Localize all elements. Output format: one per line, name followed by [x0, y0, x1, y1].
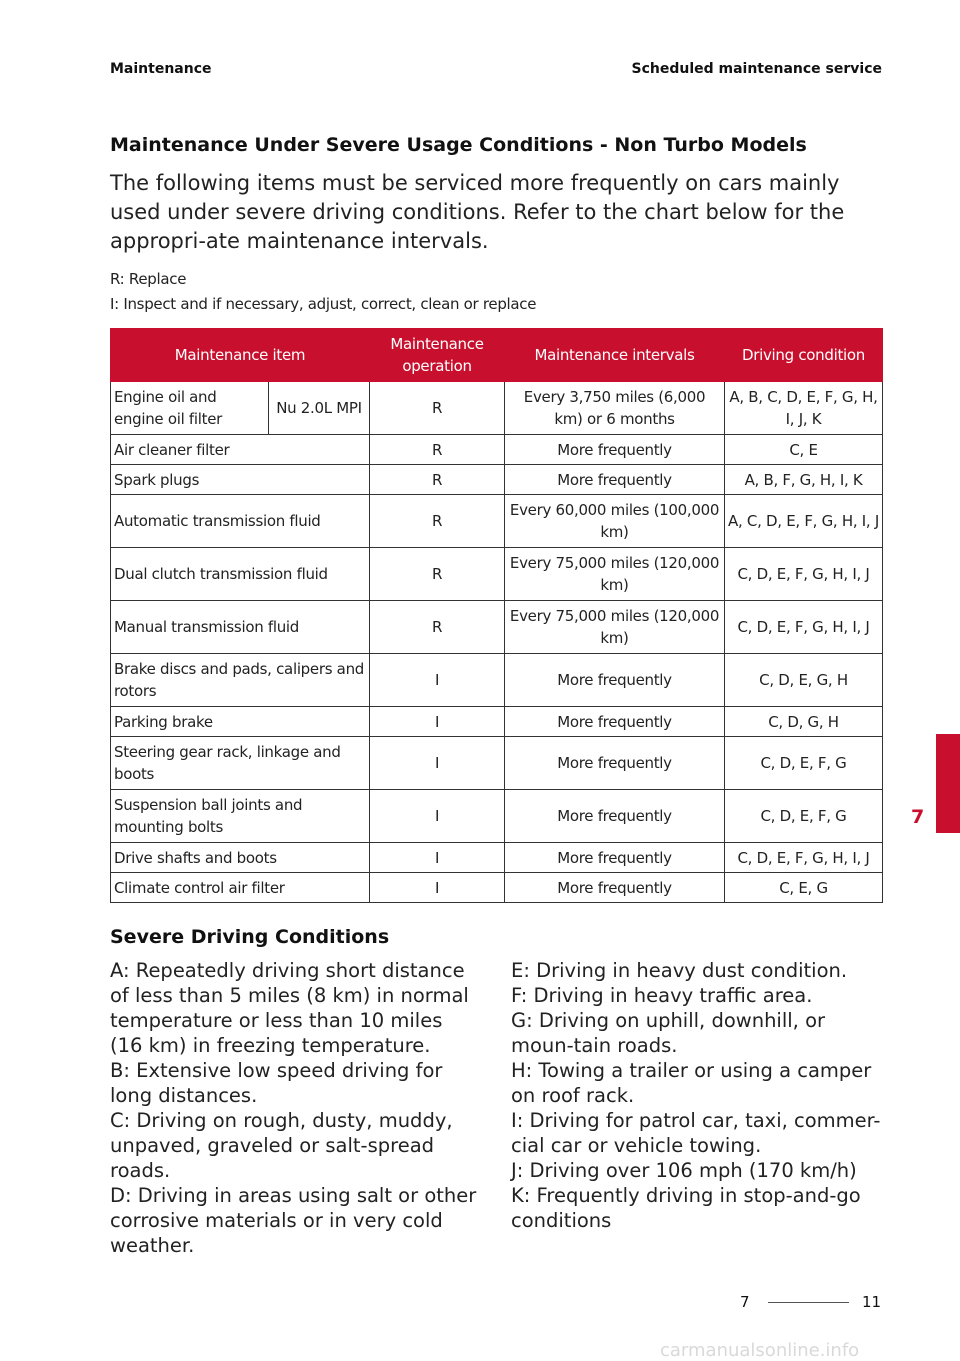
cell-conditions: C, E, G: [725, 873, 883, 903]
cell-item: Climate control air filter: [111, 873, 370, 903]
cell-interval: More frequently: [505, 435, 725, 465]
condition-item: E: Driving in heavy dust condition.: [511, 959, 848, 982]
table-row: [111, 654, 883, 707]
legend-replace: R: Replace: [110, 270, 187, 288]
condition-item: B: Extensive low speed driving for long distances.: [110, 1059, 443, 1107]
table-row: [111, 790, 883, 843]
cell-conditions: C, D, E, G, H: [725, 654, 883, 707]
col-header-operation: Maintenance operation: [370, 329, 505, 382]
condition-item: G: Driving on uphill, downhill, or moun-tain roads.: [511, 1009, 826, 1057]
conditions-left-column: [110, 958, 480, 1258]
cell-item: Parking brake: [111, 707, 370, 737]
cell-operation: I: [370, 790, 505, 843]
condition-item: J: Driving over 106 mph (170 km/h): [511, 1159, 857, 1182]
cell-item: Spark plugs: [111, 465, 370, 495]
cell-interval: More frequently: [505, 873, 725, 903]
cell-interval: More frequently: [505, 707, 725, 737]
intro-paragraph: The following items must be serviced more frequently on cars mainly used under severe driving conditions. Refer to the chart below for the appropri-ate maintenance intervals.: [110, 171, 845, 253]
cell-conditions: A, B, C, D, E, F, G, H, I, J, K: [725, 382, 883, 435]
cell-item: Automatic transmission fluid: [111, 495, 370, 548]
condition-item: H: Towing a trailer or using a camper on roof rack.: [511, 1059, 872, 1107]
col-header-intervals: Maintenance intervals: [505, 329, 725, 382]
cell-engine: Nu 2.0L MPI: [269, 382, 370, 435]
col-header-item: Maintenance item: [111, 329, 370, 382]
cell-operation: I: [370, 654, 505, 707]
watermark: carmanualsonline.info: [660, 1340, 860, 1361]
table-row: [111, 435, 883, 465]
condition-item: K: Frequently driving in stop-and-go conditions: [511, 1184, 861, 1232]
cell-item: Air cleaner filter: [111, 435, 370, 465]
condition-item: F: Driving in heavy traffic area.: [511, 984, 813, 1007]
cell-conditions: A, C, D, E, F, G, H, I, J: [725, 495, 883, 548]
cell-operation: R: [370, 382, 505, 435]
footer-divider: [768, 1302, 849, 1303]
table-row: [111, 707, 883, 737]
page-title: Maintenance Under Severe Usage Conditions - Non Turbo Models: [110, 134, 807, 156]
table-row: [111, 843, 883, 873]
col-header-condition: Driving condition: [725, 329, 883, 382]
cell-interval: More frequently: [505, 737, 725, 790]
cell-interval: More frequently: [505, 843, 725, 873]
cell-interval: Every 60,000 miles (100,000 km): [505, 495, 725, 548]
condition-item: D: Driving in areas using salt or other corrosive materials or in very cold weather.: [110, 1184, 477, 1257]
cell-conditions: C, D, E, F, G, H, I, J: [725, 601, 883, 654]
cell-conditions: C, D, E, F, G: [725, 737, 883, 790]
cell-item: Steering gear rack, linkage and boots: [111, 737, 370, 790]
condition-item: A: Repeatedly driving short distance of less than 5 miles (8 km) in normal temperature or less than 10 miles (16 km) in freezing temperature.: [110, 959, 469, 1057]
cell-interval: Every 3,750 miles (6,000 km) or 6 months: [505, 382, 725, 435]
table-row: [111, 465, 883, 495]
chapter-tab-number: 7: [911, 806, 925, 828]
cell-interval: Every 75,000 miles (120,000 km): [505, 601, 725, 654]
table-row: [111, 601, 883, 654]
table-row: [111, 495, 883, 548]
footer-chapter: 7: [740, 1293, 750, 1311]
cell-item: Dual clutch transmission fluid: [111, 548, 370, 601]
cell-interval: More frequently: [505, 654, 725, 707]
cell-interval: More frequently: [505, 790, 725, 843]
severe-conditions-title: Severe Driving Conditions: [110, 926, 390, 948]
cell-operation: R: [370, 601, 505, 654]
cell-conditions: C, D, E, F, G: [725, 790, 883, 843]
cell-conditions: C, D, G, H: [725, 707, 883, 737]
conditions-right-column: [511, 958, 883, 1233]
cell-interval: More frequently: [505, 465, 725, 495]
table-row: [111, 548, 883, 601]
footer-page-number: 11: [862, 1293, 882, 1311]
cell-item: Engine oil and engine oil filter: [111, 382, 269, 435]
cell-conditions: C, D, E, F, G, H, I, J: [725, 843, 883, 873]
chapter-tab-marker: [936, 734, 960, 833]
cell-operation: R: [370, 465, 505, 495]
cell-interval: Every 75,000 miles (120,000 km): [505, 548, 725, 601]
cell-operation: I: [370, 843, 505, 873]
table-row: [111, 382, 883, 435]
condition-item: I: Driving for patrol car, taxi, commer-cial car or vehicle towing.: [511, 1109, 881, 1157]
condition-item: C: Driving on rough, dusty, muddy, unpaved, graveled or salt-spread roads.: [110, 1109, 453, 1182]
cell-item: Brake discs and pads, calipers and rotors: [111, 654, 370, 707]
cell-conditions: A, B, F, G, H, I, K: [725, 465, 883, 495]
header-section: Maintenance: [110, 61, 212, 77]
cell-conditions: C, E: [725, 435, 883, 465]
maintenance-table: [110, 328, 883, 903]
cell-operation: R: [370, 435, 505, 465]
header-topic: Scheduled maintenance service: [631, 61, 882, 77]
cell-item: Drive shafts and boots: [111, 843, 370, 873]
cell-operation: I: [370, 737, 505, 790]
cell-item: Manual transmission fluid: [111, 601, 370, 654]
cell-operation: I: [370, 707, 505, 737]
cell-operation: I: [370, 873, 505, 903]
legend-inspect: I: Inspect and if necessary, adjust, correct, clean or replace: [110, 295, 537, 313]
cell-operation: R: [370, 495, 505, 548]
table-row: [111, 737, 883, 790]
cell-conditions: C, D, E, F, G, H, I, J: [725, 548, 883, 601]
cell-operation: R: [370, 548, 505, 601]
cell-item: Suspension ball joints and mounting bolts: [111, 790, 370, 843]
table-header-row: [111, 329, 883, 382]
table-row: [111, 873, 883, 903]
